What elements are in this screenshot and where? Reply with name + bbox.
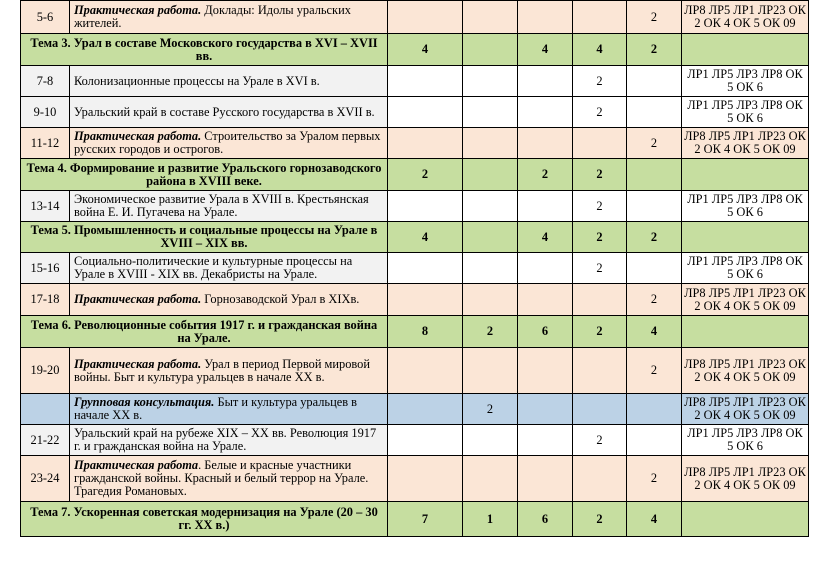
theme-row [21,502,809,537]
hours-total-cell [388,425,463,456]
hours-classroom-cell [518,253,573,284]
hours-practice-cell: 2 [627,348,682,394]
hours-total-cell: 8 [388,316,463,348]
hours-total-cell [388,348,463,394]
lesson-topic-text: Экономическое развитие Урала в XVIII в. Крестьянская война Е. И. Пугачева на Урале. [74,192,369,219]
hours-total-cell: 4 [388,222,463,253]
competencies-cell: ЛР8 ЛР5 ЛР1 ЛР23 ОК 2 ОК 4 ОК 5 ОК 09 [682,128,809,159]
hours-classroom-cell [518,66,573,97]
competencies-cell [682,502,809,537]
hours-consultation-cell: 2 [463,316,518,348]
hours-classroom-cell: 6 [518,316,573,348]
hours-theory-cell: 2 [573,425,627,456]
lesson-number-cell: 23-24 [21,456,70,502]
lesson-number-cell: 11-12 [21,128,70,159]
hours-theory-cell [573,284,627,316]
theme-title-cell: Тема 4. Формирование и развитие Уральского горнозаводского района в XVIII веке. [21,159,388,191]
hours-classroom-cell [518,456,573,502]
competencies-cell: ЛР8 ЛР5 ЛР1 ЛР23 ОК 2 ОК 4 ОК 5 ОК 09 [682,456,809,502]
hours-classroom-cell [518,191,573,222]
lesson-number-cell: 19-20 [21,348,70,394]
hours-consultation-cell [463,348,518,394]
hours-total-cell [388,66,463,97]
hours-total-cell [388,456,463,502]
hours-theory-cell: 2 [573,253,627,284]
consult-row [21,394,809,425]
hours-consultation-cell: 2 [463,394,518,425]
hours-theory-cell [573,394,627,425]
hours-practice-cell: 2 [627,456,682,502]
hours-classroom-cell [518,394,573,425]
practice-row [21,1,809,34]
theme-row [21,34,809,66]
hours-total-cell [388,191,463,222]
competencies-cell [682,316,809,348]
hours-consultation-cell [463,1,518,34]
hours-theory-cell [573,1,627,34]
hours-classroom-cell: 6 [518,502,573,537]
hours-total-cell: 2 [388,159,463,191]
hours-practice-cell [627,191,682,222]
hours-practice-cell: 4 [627,316,682,348]
hours-classroom-cell [518,284,573,316]
hours-consultation-cell [463,456,518,502]
hours-theory-cell: 2 [573,159,627,191]
hours-total-cell [388,284,463,316]
hours-practice-cell [627,253,682,284]
lesson-description-cell [70,284,388,316]
hours-practice-cell [627,425,682,456]
work-type-label: Практическая работа. [74,129,202,143]
lesson-topic-text: Горнозаводской Урал в XIXв. [201,292,360,306]
curriculum-table-sheet [20,0,808,537]
hours-total-cell [388,128,463,159]
hours-consultation-cell [463,253,518,284]
practice-row [21,456,809,502]
practice-row [21,348,809,394]
competencies-cell: ЛР1 ЛР5 ЛР3 ЛР8 ОК 5 ОК 6 [682,253,809,284]
lesson-description-cell [70,253,388,284]
lesson-description-cell [70,191,388,222]
lesson-description-cell [70,425,388,456]
hours-practice-cell: 2 [627,34,682,66]
hours-classroom-cell [518,128,573,159]
hours-practice-cell: 4 [627,502,682,537]
lesson-topic-text: Колонизационные процессы на Урале в XVI в. [74,73,320,88]
hours-consultation-cell [463,284,518,316]
competencies-cell [682,34,809,66]
work-type-label: Практическая работа. [74,356,202,371]
lesson-topic-text: Доклады: Идолы уральских жителей. [74,3,351,30]
lesson-number-cell: 5-6 [21,1,70,34]
competencies-cell: ЛР1 ЛР5 ЛР3 ЛР8 ОК 5 ОК 6 [682,66,809,97]
plain-row [21,97,809,128]
theme-title-cell: Тема 7. Ускоренная советская модернизация на Урале (20 – 30 гг. XX в.) [21,502,388,537]
lesson-topic-text: Уральский край на рубеже XIX – XX вв. Революция 1917 г. и гражданская война на Урале. [74,426,377,453]
lesson-description-cell [70,1,388,34]
hours-consultation-cell: 1 [463,502,518,537]
work-type-label: Практическая работа [74,458,199,472]
theme-row [21,316,809,348]
hours-classroom-cell [518,425,573,456]
hours-practice-cell: 2 [627,128,682,159]
hours-classroom-cell: 4 [518,222,573,253]
competencies-cell [682,222,809,253]
hours-theory-cell: 4 [573,34,627,66]
hours-classroom-cell [518,97,573,128]
lesson-description-cell [70,456,388,502]
hours-consultation-cell [463,34,518,66]
hours-practice-cell: 2 [627,1,682,34]
practice-row [21,284,809,316]
lesson-number-cell: 21-22 [21,425,70,456]
hours-classroom-cell [518,348,573,394]
theme-title-cell: Тема 5. Промышленность и социальные процессы на Урале в XVIII – XIX вв. [21,222,388,253]
curriculum-table [20,0,809,537]
hours-theory-cell: 2 [573,66,627,97]
hours-practice-cell [627,66,682,97]
hours-total-cell [388,97,463,128]
lesson-number-cell [21,394,70,425]
hours-total-cell [388,1,463,34]
lesson-description-cell [70,394,388,425]
hours-consultation-cell [463,222,518,253]
hours-total-cell: 4 [388,34,463,66]
work-type-label: Практическая работа. [74,3,202,17]
competencies-cell: ЛР1 ЛР5 ЛР3 ЛР8 ОК 5 ОК 6 [682,97,809,128]
competencies-cell: ЛР1 ЛР5 ЛР3 ЛР8 ОК 5 ОК 6 [682,425,809,456]
hours-classroom-cell: 4 [518,34,573,66]
lesson-topic-text: Строительство за Уралом первых русских городов и острогов. [74,129,381,156]
hours-theory-cell: 2 [573,222,627,253]
hours-theory-cell: 2 [573,97,627,128]
theme-row [21,222,809,253]
hours-theory-cell: 2 [573,191,627,222]
plain-row [21,425,809,456]
hours-total-cell [388,394,463,425]
lesson-topic-text: Урал в период Первой мировой войны. Быт и культура уральцев в начале XX в. [74,356,371,384]
hours-consultation-cell [463,425,518,456]
lesson-number-cell: 13-14 [21,191,70,222]
theme-title-cell: Тема 6. Революционные события 1917 г. и гражданская война на Урале. [21,316,388,348]
curriculum-table-body [21,1,809,537]
work-type-label: Практическая работа. [74,292,202,306]
competencies-cell [682,159,809,191]
lesson-description-cell [70,128,388,159]
lesson-number-cell: 17-18 [21,284,70,316]
hours-total-cell [388,253,463,284]
plain-row [21,253,809,284]
hours-consultation-cell [463,191,518,222]
competencies-cell: ЛР8 ЛР5 ЛР1 ЛР23 ОК 2 ОК 4 ОК 5 ОК 09 [682,394,809,425]
competencies-cell: ЛР8 ЛР5 ЛР1 ЛР23 ОК 2 ОК 4 ОК 5 ОК 09 [682,284,809,316]
hours-consultation-cell [463,66,518,97]
theme-title-cell: Тема 3. Урал в составе Московского государства в XVI – XVII вв. [21,34,388,66]
hours-practice-cell [627,97,682,128]
lesson-number-cell: 15-16 [21,253,70,284]
hours-theory-cell: 2 [573,316,627,348]
hours-practice-cell [627,159,682,191]
plain-row [21,66,809,97]
lesson-number-cell: 9-10 [21,97,70,128]
hours-theory-cell: 2 [573,502,627,537]
hours-practice-cell [627,394,682,425]
hours-classroom-cell [518,1,573,34]
hours-consultation-cell [463,128,518,159]
lesson-description-cell [70,66,388,97]
hours-theory-cell [573,348,627,394]
theme-row [21,159,809,191]
lesson-number-cell: 7-8 [21,66,70,97]
competencies-cell: ЛР1 ЛР5 ЛР3 ЛР8 ОК 5 ОК 6 [682,191,809,222]
lesson-topic-text: Быт и культура уральцев в начале XX в. [74,395,357,422]
lesson-description-cell [70,97,388,128]
work-type-label: Групповая консультация. [74,395,215,409]
hours-practice-cell: 2 [627,284,682,316]
competencies-cell: ЛР8 ЛР5 ЛР1 ЛР23 ОК 2 ОК 4 ОК 5 ОК 09 [682,348,809,394]
lesson-description-cell [70,348,388,394]
practice-row [21,128,809,159]
hours-total-cell: 7 [388,502,463,537]
competencies-cell: ЛР8 ЛР5 ЛР1 ЛР23 ОК 2 ОК 4 ОК 5 ОК 09 [682,1,809,34]
lesson-topic-text: Уральский край в составе Русского государства в XVII в. [74,104,375,119]
lesson-topic-text: Социально-политические и культурные процессы на Урале в XVIII - XIX вв. Декабристы на Урале. [74,254,353,281]
hours-consultation-cell [463,159,518,191]
plain-row [21,191,809,222]
hours-practice-cell: 2 [627,222,682,253]
lesson-topic-text: . Белые и красные участники гражданской войны. Красный и белый террор на Урале. Трагедия Романовых. [74,458,369,498]
hours-classroom-cell: 2 [518,159,573,191]
hours-consultation-cell [463,97,518,128]
hours-theory-cell [573,456,627,502]
hours-theory-cell [573,128,627,159]
